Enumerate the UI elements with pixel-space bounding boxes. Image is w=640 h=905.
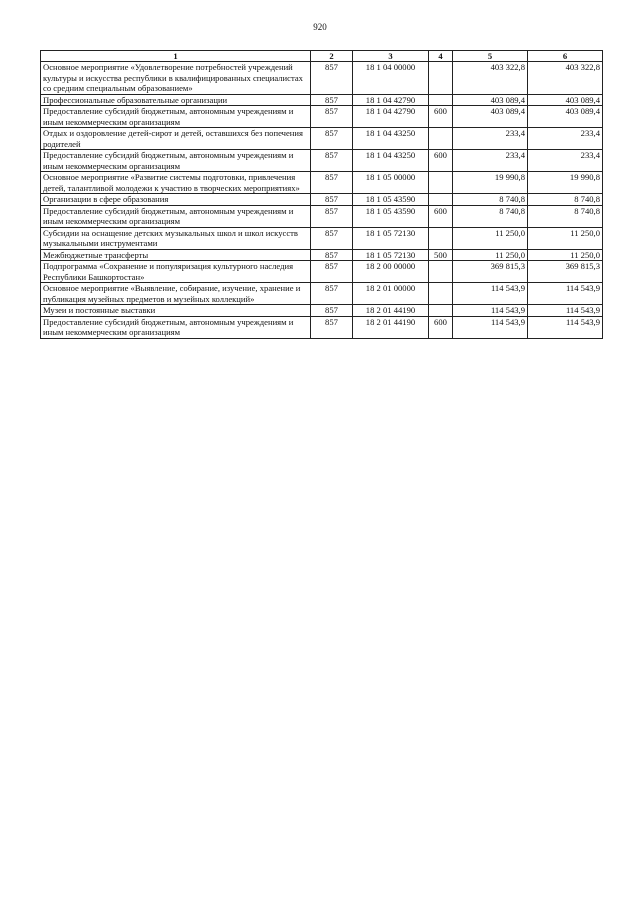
table-row: [41, 106, 603, 128]
ministry-code: 857: [311, 283, 353, 305]
ministry-code: 857: [311, 172, 353, 194]
amount-year-2: 114 543,9: [528, 283, 603, 305]
expense-type: 600: [429, 316, 453, 338]
table-row: [41, 94, 603, 106]
expense-type: [429, 194, 453, 206]
ministry-code: 857: [311, 227, 353, 249]
target-code: 18 1 05 43590: [353, 205, 429, 227]
ministry-code: 857: [311, 205, 353, 227]
amount-year-1: 114 543,9: [453, 283, 528, 305]
target-code: 18 2 01 44190: [353, 316, 429, 338]
amount-year-2: 11 250,0: [528, 249, 603, 261]
target-code: 18 1 05 72130: [353, 249, 429, 261]
table-row: [41, 316, 603, 338]
row-name: Организации в сфере образования: [41, 194, 311, 206]
amount-year-1: 11 250,0: [453, 249, 528, 261]
row-name: Основное мероприятие «Удовлетворение потребностей учреждений культуры и искусства республики в квалифицированных специалистах со средним специальным образованием»: [41, 62, 311, 95]
table-row: [41, 261, 603, 283]
target-code: 18 1 05 43590: [353, 194, 429, 206]
column-header: 4: [429, 51, 453, 62]
expense-type: 600: [429, 150, 453, 172]
amount-year-2: 233,4: [528, 128, 603, 150]
amount-year-2: 8 740,8: [528, 194, 603, 206]
expense-type: [429, 283, 453, 305]
expense-type: [429, 172, 453, 194]
amount-year-2: 403 089,4: [528, 94, 603, 106]
amount-year-2: 403 089,4: [528, 106, 603, 128]
target-code: 18 2 01 44190: [353, 305, 429, 317]
ministry-code: 857: [311, 316, 353, 338]
amount-year-1: 114 543,9: [453, 316, 528, 338]
row-name: Музеи и постоянные выставки: [41, 305, 311, 317]
table-row: [41, 227, 603, 249]
table-row: [41, 194, 603, 206]
row-name: Основное мероприятие «Выявление, собирание, изучение, хранение и публикация музейных предметов и музейных коллекций»: [41, 283, 311, 305]
target-code: 18 2 00 00000: [353, 261, 429, 283]
amount-year-1: 403 089,4: [453, 106, 528, 128]
row-name: Основное мероприятие «Развитие системы подготовки, привлечения детей, талантливой молодежи к участию в творческих мероприятиях»: [41, 172, 311, 194]
target-code: 18 1 05 00000: [353, 172, 429, 194]
expense-type: [429, 62, 453, 95]
row-name: Предоставление субсидий бюджетным, автономным учреждениям и иным некоммерческим организациям: [41, 316, 311, 338]
table-row: [41, 62, 603, 95]
row-name: Профессиональные образовательные организации: [41, 94, 311, 106]
column-header: 3: [353, 51, 429, 62]
page-number: 920: [313, 22, 327, 32]
table-row: [41, 305, 603, 317]
row-name: Межбюджетные трансферты: [41, 249, 311, 261]
ministry-code: 857: [311, 249, 353, 261]
target-code: 18 1 04 43250: [353, 150, 429, 172]
amount-year-1: 8 740,8: [453, 194, 528, 206]
expense-type: [429, 128, 453, 150]
column-header: 2: [311, 51, 353, 62]
amount-year-2: 11 250,0: [528, 227, 603, 249]
expense-type: [429, 227, 453, 249]
row-name: Предоставление субсидий бюджетным, автономным учреждениям и иным некоммерческим организациям: [41, 106, 311, 128]
amount-year-2: 233,4: [528, 150, 603, 172]
amount-year-1: 233,4: [453, 150, 528, 172]
target-code: 18 1 05 72130: [353, 227, 429, 249]
target-code: 18 1 04 42790: [353, 106, 429, 128]
table-row: [41, 172, 603, 194]
expense-type: 500: [429, 249, 453, 261]
table-row: [41, 150, 603, 172]
amount-year-1: 11 250,0: [453, 227, 528, 249]
table-row: [41, 205, 603, 227]
expense-type: 600: [429, 205, 453, 227]
ministry-code: 857: [311, 128, 353, 150]
amount-year-1: 403 322,8: [453, 62, 528, 95]
ministry-code: 857: [311, 261, 353, 283]
budget-table: [40, 50, 603, 339]
column-header: 6: [528, 51, 603, 62]
row-name: Подпрограмма «Сохранение и популяризация культурного наследия Республики Башкортостан»: [41, 261, 311, 283]
ministry-code: 857: [311, 62, 353, 95]
expense-type: [429, 261, 453, 283]
target-code: 18 1 04 42790: [353, 94, 429, 106]
row-name: Субсидии на оснащение детских музыкальных школ и школ искусств музыкальными инструментами: [41, 227, 311, 249]
amount-year-1: 114 543,9: [453, 305, 528, 317]
amount-year-2: 114 543,9: [528, 305, 603, 317]
amount-year-1: 8 740,8: [453, 205, 528, 227]
expense-type: [429, 94, 453, 106]
target-code: 18 1 04 00000: [353, 62, 429, 95]
ministry-code: 857: [311, 194, 353, 206]
amount-year-1: 19 990,8: [453, 172, 528, 194]
ministry-code: 857: [311, 150, 353, 172]
ministry-code: 857: [311, 305, 353, 317]
amount-year-2: 19 990,8: [528, 172, 603, 194]
expense-type: [429, 305, 453, 317]
amount-year-1: 233,4: [453, 128, 528, 150]
row-name: Отдых и оздоровление детей-сирот и детей, оставшихся без попечения родителей: [41, 128, 311, 150]
amount-year-2: 8 740,8: [528, 205, 603, 227]
amount-year-1: 403 089,4: [453, 94, 528, 106]
target-code: 18 1 04 43250: [353, 128, 429, 150]
header-row: [41, 51, 603, 62]
amount-year-2: 369 815,3: [528, 261, 603, 283]
expense-type: 600: [429, 106, 453, 128]
table-row: [41, 283, 603, 305]
table-row: [41, 249, 603, 261]
amount-year-2: 114 543,9: [528, 316, 603, 338]
table-row: [41, 128, 603, 150]
row-name: Предоставление субсидий бюджетным, автономным учреждениям и иным некоммерческим организациям: [41, 205, 311, 227]
ministry-code: 857: [311, 94, 353, 106]
ministry-code: 857: [311, 106, 353, 128]
amount-year-1: 369 815,3: [453, 261, 528, 283]
amount-year-2: 403 322,8: [528, 62, 603, 95]
column-header: 1: [41, 51, 311, 62]
column-header: 5: [453, 51, 528, 62]
target-code: 18 2 01 00000: [353, 283, 429, 305]
row-name: Предоставление субсидий бюджетным, автономным учреждениям и иным некоммерческим организациям: [41, 150, 311, 172]
